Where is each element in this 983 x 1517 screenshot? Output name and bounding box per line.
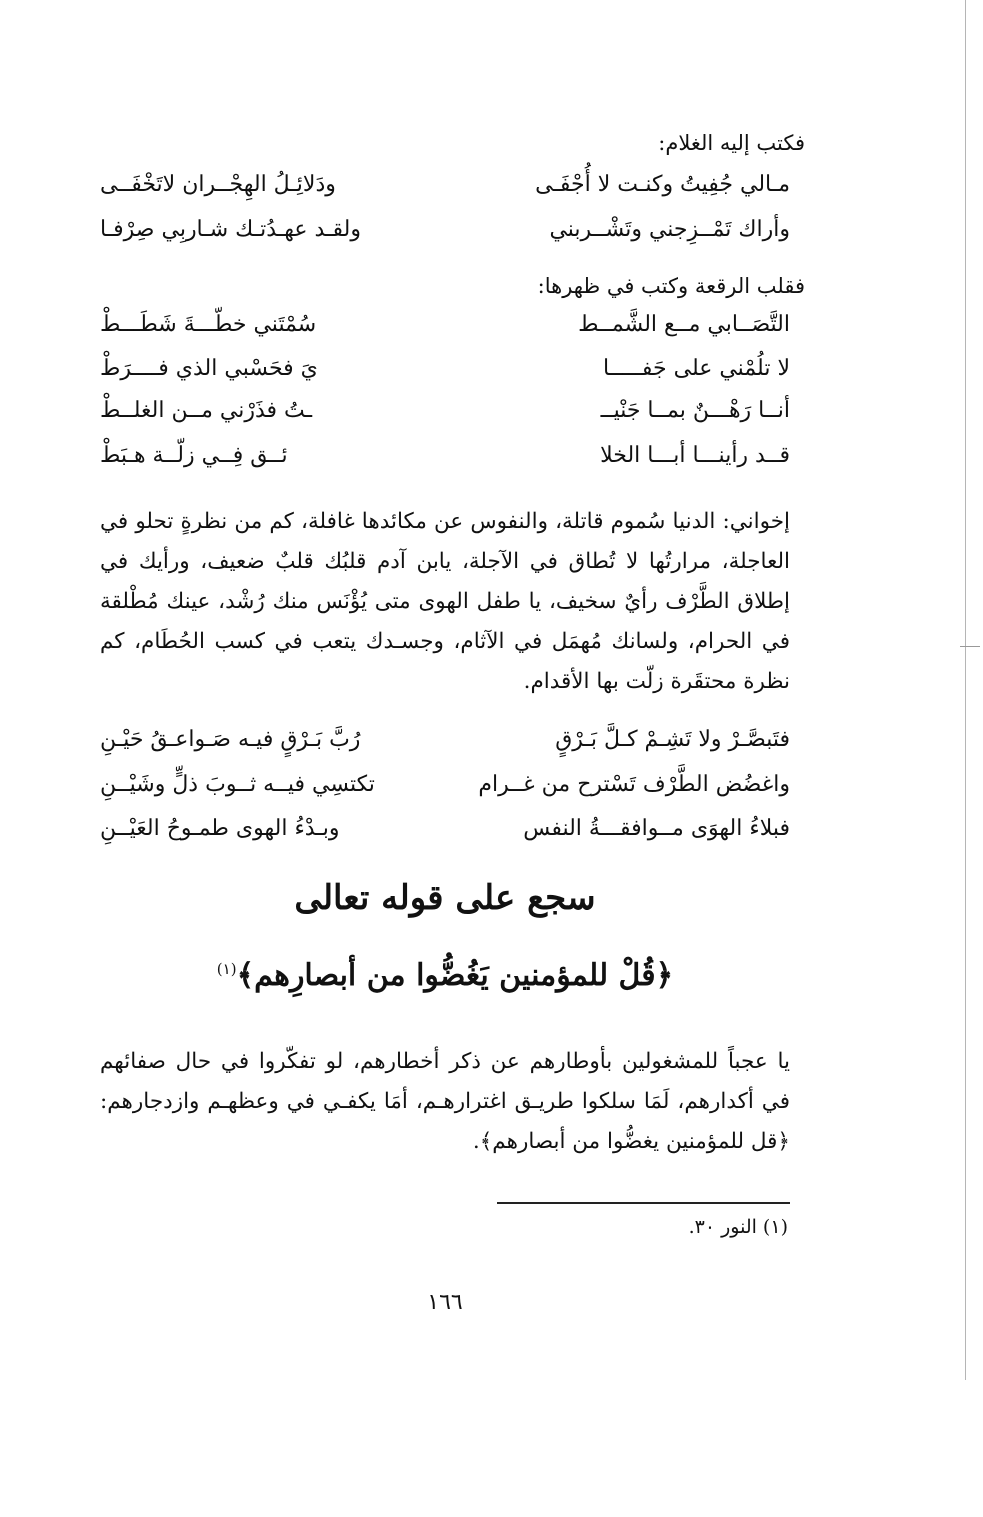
footnote: (١) النور ٣٠.	[688, 1216, 788, 1238]
verse-hemistich-first: مـالي جُفِيتُ وكنـت لا أُجْفَـى	[535, 172, 790, 197]
verse-hemistich-second: ولقـد عهـدُتـك شـاربِي صِرْفـا	[100, 217, 361, 242]
verse-hemistich-second: ئــق فِــي زلّــة هـبَطْ	[100, 443, 288, 468]
page-edge-line	[965, 0, 966, 1380]
verse-hemistich-second: ـتُ فذَرْني مــن الغلــطْ	[100, 398, 313, 423]
footnote-separator	[497, 1202, 790, 1204]
verse-hemistich-first: فتَبصَّـرْ ولا تَشِـمْ كـلَّ بَـرْقٍ	[555, 727, 790, 752]
verse-line	[100, 816, 790, 850]
verse-line	[100, 172, 790, 206]
verse-line	[100, 356, 790, 390]
quran-verse-text: ﴿قُلْ للمؤمنين يَغُضُّوا من أبصارِهم﴾	[236, 958, 674, 993]
prose-paragraph-2	[100, 1042, 790, 1162]
verse-line	[100, 398, 790, 432]
intro-line-2: فقلب الرقعة وكتب في ظهرها:	[537, 274, 805, 298]
intro-line-1: فكتب إليه الغلام:	[658, 131, 805, 155]
section-heading: سجع على قوله تعالى	[294, 878, 596, 918]
paragraph-text: إخواني: الدنيا سُموم قاتلة، والنفوس عن مكائدها غافلة، كم من نظرةٍ تحلو في العاجلة، مرارتُها لا تُطاق في الآجلة، يابن آدم قلبُك قلبٌ ضعيف، ورأيك في إطلاق الطَّرْف رأيٌ سخيف، يا طفل الهوى متى يُؤْنَس منك رُشْد، عينك مُطْلقة في الحرام، ولسانك مُهمَل في الآثام، وجسـدك يتعب في كسب الحُطَام، كم نظرة محتقَرة زلّت بها الأقدام.	[100, 509, 790, 694]
quran-verse-heading	[100, 958, 790, 993]
verse-hemistich-first: أنــا رَهْـــنٌ بمــا جَنْيــ	[600, 398, 790, 423]
verse-hemistich-first: التَّصَــابي مــع الشَّمــط	[578, 312, 790, 337]
verse-hemistich-second: يَ فحَسْبي الذي فــــرَطْ	[100, 356, 318, 381]
verse-hemistich-first: وأراك تَمْــزِجني وتَشْــربني	[549, 217, 790, 242]
verse-hemistich-second: تكتسِي فيــه ثــوبَ ذلٍّ وشَيْــنِ	[100, 772, 375, 797]
verse-hemistich-second: ودَلائِـلُ الهِجْــران لاتَخْفَــى	[100, 172, 336, 197]
verse-line	[100, 727, 790, 761]
verse-line	[100, 217, 790, 251]
verse-line	[100, 312, 790, 346]
verse-line	[100, 443, 790, 477]
verse-hemistich-second: وبـدْءُ الهوى طمـوحُ العَيْــنِ	[100, 816, 340, 841]
page-number: ١٦٦	[427, 1290, 463, 1315]
page-edge-mark	[960, 646, 980, 647]
verse-hemistich-first: لا تلُمْني على جَفـــــا	[602, 356, 790, 381]
verse-hemistich-first: فبلاءُ الهوَى مــوافقـــةُ النفس	[523, 816, 790, 841]
verse-hemistich-second: رُبَّ بَـرْقٍ فيـه صَـواعـقُ حَيْـنِ	[100, 727, 361, 752]
verse-hemistich-first: واغضُض الطَّرْف تَسْترح من غــرام	[478, 772, 790, 797]
footnote-reference: (١)	[216, 960, 237, 978]
verse-hemistich-second: سُمْتَني خطّـــةَ شَطَـــطْ	[100, 312, 317, 337]
paragraph-text: يا عجباً للمشغولين بأوطارهم عن ذكر أخطارهم، لو تفكّروا في حال صفائهم في أكدارهم، لَمَا سلكوا طريـق اغترارهـم، أمَا يكفـي في وعظهـم وازدجارهم: ﴿قل للمؤمنين يغضُّوا من أبصارهم﴾.	[100, 1049, 790, 1154]
prose-paragraph-1	[100, 502, 790, 702]
verse-hemistich-first: قــد رأينـــا أبـــا الخلا	[600, 443, 790, 468]
verse-line	[100, 772, 790, 806]
